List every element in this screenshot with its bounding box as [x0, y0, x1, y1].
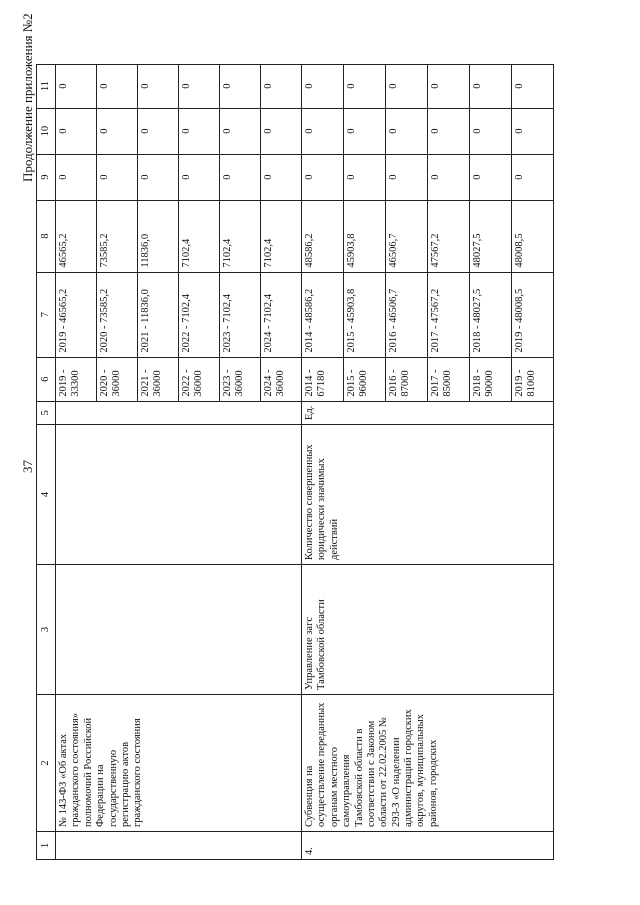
other-sources: 0 — [430, 83, 441, 89]
federal-budget: 46565,2 — [58, 233, 69, 268]
federal-budget: 48027,5 — [472, 233, 483, 268]
regional-budget: 0 — [263, 174, 274, 180]
appendix-caption: Продолжение приложения №2 — [20, 13, 35, 182]
regional-budget: 0 — [346, 174, 357, 180]
col-num-8: 8 — [37, 200, 56, 272]
indicator-value: 2016 - 87000 — [388, 369, 412, 397]
federal-budget: 45903,8 — [346, 233, 357, 268]
other-sources: 0 — [263, 83, 274, 89]
funding-total: 2016 - 46506,7 — [388, 288, 399, 353]
other-sources: 0 — [514, 83, 525, 89]
other-sources: 0 — [472, 83, 483, 89]
indicator-value: 2017 - 85000 — [430, 369, 454, 397]
other-sources: 0 — [99, 83, 110, 89]
col-num-3: 3 — [37, 565, 56, 695]
col-num-10: 10 — [37, 108, 56, 154]
other-sources: 0 — [388, 83, 399, 89]
federal-budget: 48586,2 — [304, 233, 315, 268]
local-budget: 0 — [99, 128, 110, 134]
regional-budget: 0 — [181, 174, 192, 180]
unit — [56, 401, 302, 424]
funding-total: 2020 - 73585,2 — [99, 288, 110, 353]
federal-budget: 48008,5 — [514, 233, 525, 268]
column-numbers-row — [37, 64, 56, 859]
indicator-name — [56, 425, 302, 565]
col-num-2: 2 — [37, 695, 56, 832]
table-row — [302, 64, 344, 859]
indicator-value: 2023 - 36000 — [222, 369, 246, 397]
col-num-9: 9 — [37, 154, 56, 200]
indicator-value: 2019 - 81000 — [514, 369, 538, 397]
col-num-7: 7 — [37, 272, 56, 357]
local-budget: 0 — [430, 128, 441, 134]
indicator-value: 2024 - 36000 — [263, 369, 287, 397]
funding-total: 2023 - 7102,4 — [222, 293, 233, 353]
indicator-value: 2018 - 90000 — [472, 369, 496, 397]
local-budget: 0 — [346, 128, 357, 134]
executor — [56, 565, 302, 695]
regional-budget: 0 — [430, 174, 441, 180]
other-sources: 0 — [181, 83, 192, 89]
item-number: 4. — [302, 832, 554, 860]
federal-budget: 7102,4 — [263, 238, 274, 268]
federal-budget: 46506,7 — [388, 233, 399, 268]
funding-total: 2017 - 47567,2 — [430, 288, 441, 353]
executor: Управление загс Тамбовской области — [302, 565, 554, 695]
col-num-6: 6 — [37, 357, 56, 401]
table-row — [56, 64, 97, 859]
funding-total: 2022 - 7102,4 — [181, 293, 192, 353]
funding-total: 2019 - 46565,2 — [58, 288, 69, 353]
other-sources: 0 — [346, 83, 357, 89]
local-budget: 0 — [58, 128, 69, 134]
col-num-4: 4 — [37, 425, 56, 565]
funding-total: 2014 - 48586,2 — [304, 288, 315, 353]
local-budget: 0 — [514, 128, 525, 134]
indicator-value: 2022 - 36000 — [181, 369, 205, 397]
indicator-value: 2014 - 67180 — [304, 369, 328, 397]
funding-total: 2024 - 7102,4 — [263, 293, 274, 353]
local-budget: 0 — [263, 128, 274, 134]
unit: Ед. — [302, 401, 554, 424]
funding-total: 2021 - 11836,0 — [140, 289, 151, 353]
page-number: 37 — [20, 460, 35, 473]
local-budget: 0 — [181, 128, 192, 134]
col-num-1: 1 — [37, 832, 56, 860]
funding-total: 2018 - 48027,5 — [472, 288, 483, 353]
federal-budget: 7102,4 — [222, 238, 233, 268]
regional-budget: 0 — [222, 174, 233, 180]
local-budget: 0 — [388, 128, 399, 134]
local-budget: 0 — [304, 128, 315, 134]
indicator-value: 2021 - 36000 — [140, 369, 164, 397]
regional-budget: 0 — [140, 174, 151, 180]
col-num-11: 11 — [37, 64, 56, 108]
indicator-name: Количество совершенных юридически значимых действий — [302, 425, 554, 565]
indicator-value: 2020 - 36000 — [99, 369, 123, 397]
federal-budget: 73585,2 — [99, 233, 110, 268]
regional-budget: 0 — [472, 174, 483, 180]
regional-budget: 0 — [388, 174, 399, 180]
measure-name: Субвенция на осуществление переданных органам местного самоуправления Тамбовской области в соответствии с Законом области от 22.02.2005 № 293-З «О наделении администраций городских округов, муниципальных районов, городских — [302, 695, 554, 832]
federal-budget: 11836,0 — [140, 233, 151, 268]
regional-budget: 0 — [58, 174, 69, 180]
data-table — [36, 64, 554, 860]
local-budget: 0 — [472, 128, 483, 134]
other-sources: 0 — [140, 83, 151, 89]
funding-total: 2015 - 45903,8 — [346, 288, 357, 353]
local-budget: 0 — [140, 128, 151, 134]
measure-name: № 143-ФЗ «Об актах гражданского состояния» полномочий Российской Федерации на государственную регистрацию актов гражданского состояния — [56, 695, 302, 832]
other-sources: 0 — [58, 83, 69, 89]
other-sources: 0 — [222, 83, 233, 89]
col-num-5: 5 — [37, 401, 56, 424]
funding-total: 2019 - 48008,5 — [514, 288, 525, 353]
indicator-value: 2015 - 96000 — [346, 369, 370, 397]
item-number — [56, 832, 302, 860]
regional-budget: 0 — [514, 174, 525, 180]
federal-budget: 7102,4 — [181, 238, 192, 268]
regional-budget: 0 — [304, 174, 315, 180]
other-sources: 0 — [304, 83, 315, 89]
local-budget: 0 — [222, 128, 233, 134]
regional-budget: 0 — [99, 174, 110, 180]
indicator-value: 2019 - 33300 — [58, 369, 82, 397]
federal-budget: 47567,2 — [430, 233, 441, 268]
